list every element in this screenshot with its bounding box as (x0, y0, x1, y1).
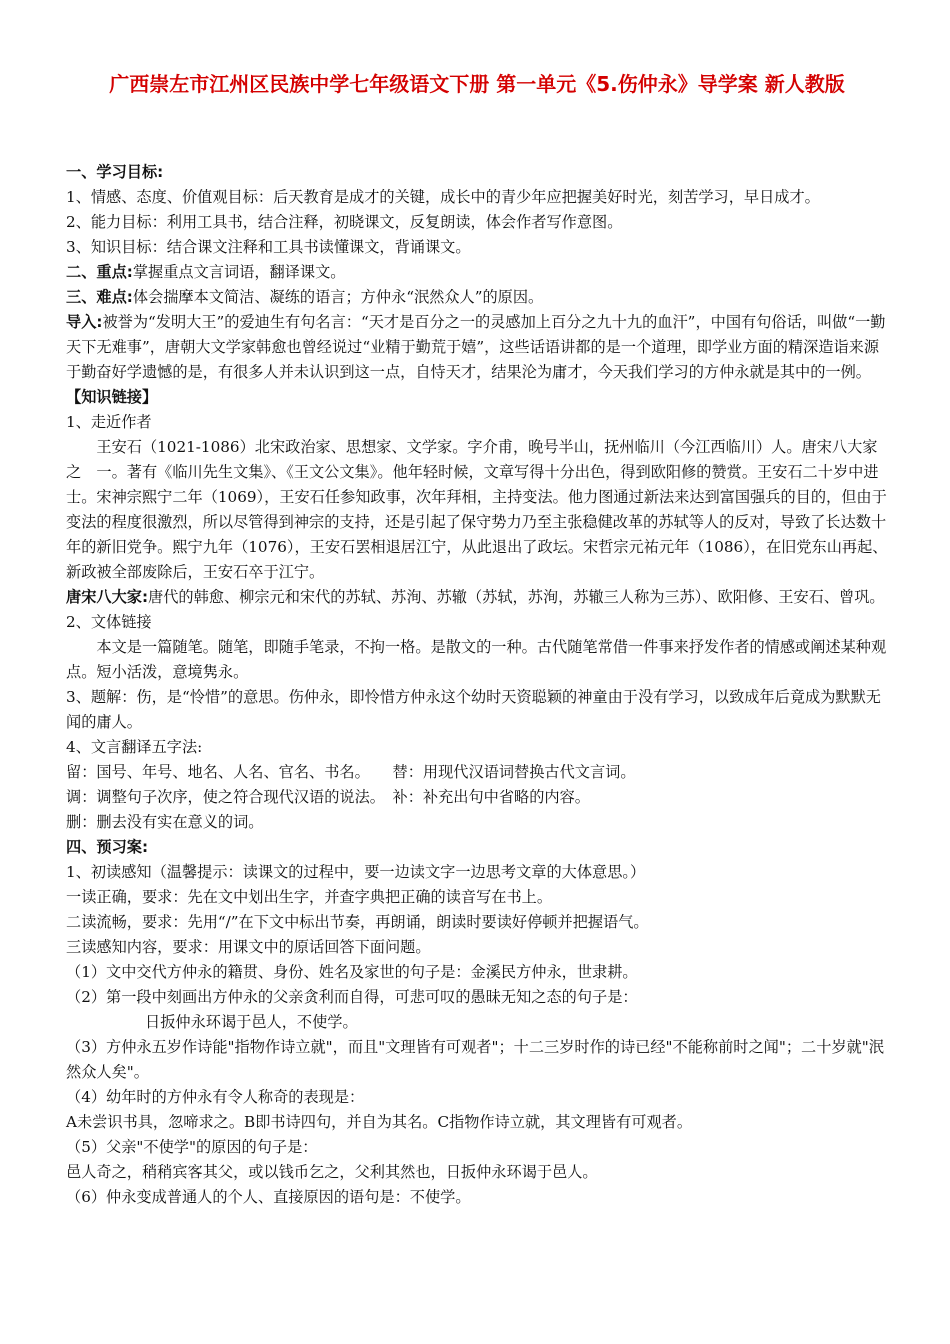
section-objectives-heading: 一、学习目标: (66, 163, 164, 181)
question-2: （2）第一段中刻画出方仲永的父亲贪利而自得，可悲可叹的愚昧无知之态的句子是： (66, 988, 638, 1006)
title-explanation: 3、题解：伤，是“怜惜”的意思。伤仲永，即怜惜方仲永这个幼时天资聪颖的神童由于没有学习，以致成年后竟成为默默无闻的庸人。 (66, 688, 881, 731)
introduction-label: 导入: (66, 313, 103, 331)
key-points-label: 二、重点: (66, 263, 133, 281)
translation-method-heading: 4、文言翻译五字法: (66, 738, 203, 756)
answer-5: 邑人奇之，稍稍宾客其父，或以钱币乞之，父利其然也，日扳仲永环谒于邑人。 (66, 1163, 598, 1181)
objective-item: 3、知识目标：结合课文注释和工具书读懂课文，背诵课文。 (66, 238, 471, 256)
introduction-text: 被誉为“发明大王”的爱迪生有句名言：“天才是百分之一的灵感加上百分之九十九的血汗”，中国有句俗话，叫做“一勤天下无难事”，唐朝大文学家韩愈也曾经说过“业精于勤荒于嬉”，这些话语讲都的是一个道理，即学业方面的精深造诣来源于勤奋好学遗憾的是，有很多人并未认识到这一点，自恃天才，结果沦为庸才，今天我们学习的方仲永就是其中的一例。 (66, 313, 886, 381)
key-points (66, 260, 888, 285)
preview-heading: 四、预习案: (66, 838, 149, 856)
difficulties-label: 三、难点: (66, 288, 133, 306)
method-keep: 留：国号、年号、地名、人名、官名、书名。 (66, 763, 363, 781)
question-1: （1）文中交代方仲永的籍贯、身份、姓名及家世的句子是：金溪民方仲永，世隶耕。 (66, 963, 638, 981)
author-heading: 1、走近作者 (66, 413, 152, 431)
author-text: 王安石（1021-1086）北宋政治家、思想家、文学家。字介甫，晚号半山，抚州临川（今江西临川）人。唐宋八大家之 一。著有《临川先生文集》、《王文公文集》。他年轻时候，文章写得十分出色，得到欧阳修的赞赏。王安石二十岁中进士。宋神宗熙宁二年（1069），王安石任参知政事，次年拜相，主持变法。他力图通过新法来达到富国强兵的目的，但由于变法的程度很激烈，所以尽管得到神宗的支持，还是引起了保守势力乃至主张稳健改革的苏轼等人的反对，导致了长达数十年的新旧党争。熙宁九年（1076），王安石罢相退居江宁，从此退出了政坛。宋哲宗元祐元年（1086），在旧党东山再起、新政被全部废除后，王安石卒于江宁。 (66, 438, 888, 581)
objective-item: 2、能力目标：利用工具书，结合注释，初晓课文，反复朗读，体会作者写作意图。 (66, 213, 623, 231)
question-6: （6）仲永变成普通人的个人、直接原因的语句是：不使学。 (66, 1188, 471, 1206)
tang-song-label: 唐宋八大家: (66, 588, 149, 606)
translation-method-row (66, 785, 888, 810)
tang-song-eight (66, 585, 888, 610)
introduction (66, 310, 888, 385)
answer-4: A未尝识书具，忽啼求之。B即书诗四句，并自为其名。C指物作诗立就，其文理皆有可观者。 (66, 1113, 693, 1131)
translation-method-row (66, 760, 888, 785)
tang-song-text: 唐代的韩愈、柳宗元和宋代的苏轼、苏洵、苏辙（苏轼，苏洵，苏辙三人称为三苏）、欧阳修、王安石、曾巩。 (148, 588, 885, 606)
genre-text: 本文是一篇随笔。随笔，即随手笔录，不拘一格。是散文的一种。古代随笔常借一件事来抒发作者的情感或阐述某种观点。短小活泼，意境隽永。 (66, 638, 887, 681)
genre-heading: 2、文体链接 (66, 613, 152, 631)
difficulties (66, 285, 888, 310)
preview-line: 三读感知内容，要求：用课文中的原话回答下面问题。 (66, 938, 431, 956)
document-title: 广西崇左市江州区民族中学七年级语文下册 第一单元《5.伤仲永》导学案 新人教版 (109, 72, 845, 96)
knowledge-link-heading: 【知识链接】 (66, 388, 158, 406)
objective-item: 1、情感、态度、价值观目标：后天教育是成才的关键，成长中的青少年应把握美好时光，刻苦学习，早日成才。 (66, 188, 820, 206)
question-5: （5）父亲"不使学"的原因的句子是： (66, 1138, 318, 1156)
difficulties-text: 体会揣摩本文简洁、凝练的语言；方仲永“泯然众人”的原因。 (132, 288, 544, 306)
method-adjust: 调：调整句子次序，使之符合现代汉语的说法。 (66, 788, 378, 806)
preview-line: 1、初读感知（温馨提示：读课文的过程中，要一边读文字一边思考文章的大体意思。） (66, 863, 646, 881)
method-replace: 替：用现代汉语词替换古代文言词。 (392, 763, 636, 781)
method-delete: 删：删去没有实在意义的词。 (66, 813, 264, 831)
method-supplement: 补：补充出句中省略的内容。 (392, 788, 590, 806)
key-points-text: 掌握重点文言词语，翻译课文。 (132, 263, 346, 281)
answer-2: 日扳仲永环谒于邑人，不使学。 (145, 1013, 358, 1031)
question-3: （3）方仲永五岁作诗能"指物作诗立就"，而且"文理皆有可观者"；十二三岁时作的诗已经"不能称前时之闻"；二十岁就"泯然众人矣"。 (66, 1038, 884, 1081)
preview-line: 一读正确，要求：先在文中划出生字，并查字典把正确的读音写在书上。 (66, 888, 552, 906)
preview-line: 二读流畅，要求：先用“/”在下文中标出节奏，再朗诵，朗读时要读好停顿并把握语气。 (66, 913, 649, 931)
question-4: （4）幼年时的方仲永有令人称奇的表现是： (66, 1088, 365, 1106)
